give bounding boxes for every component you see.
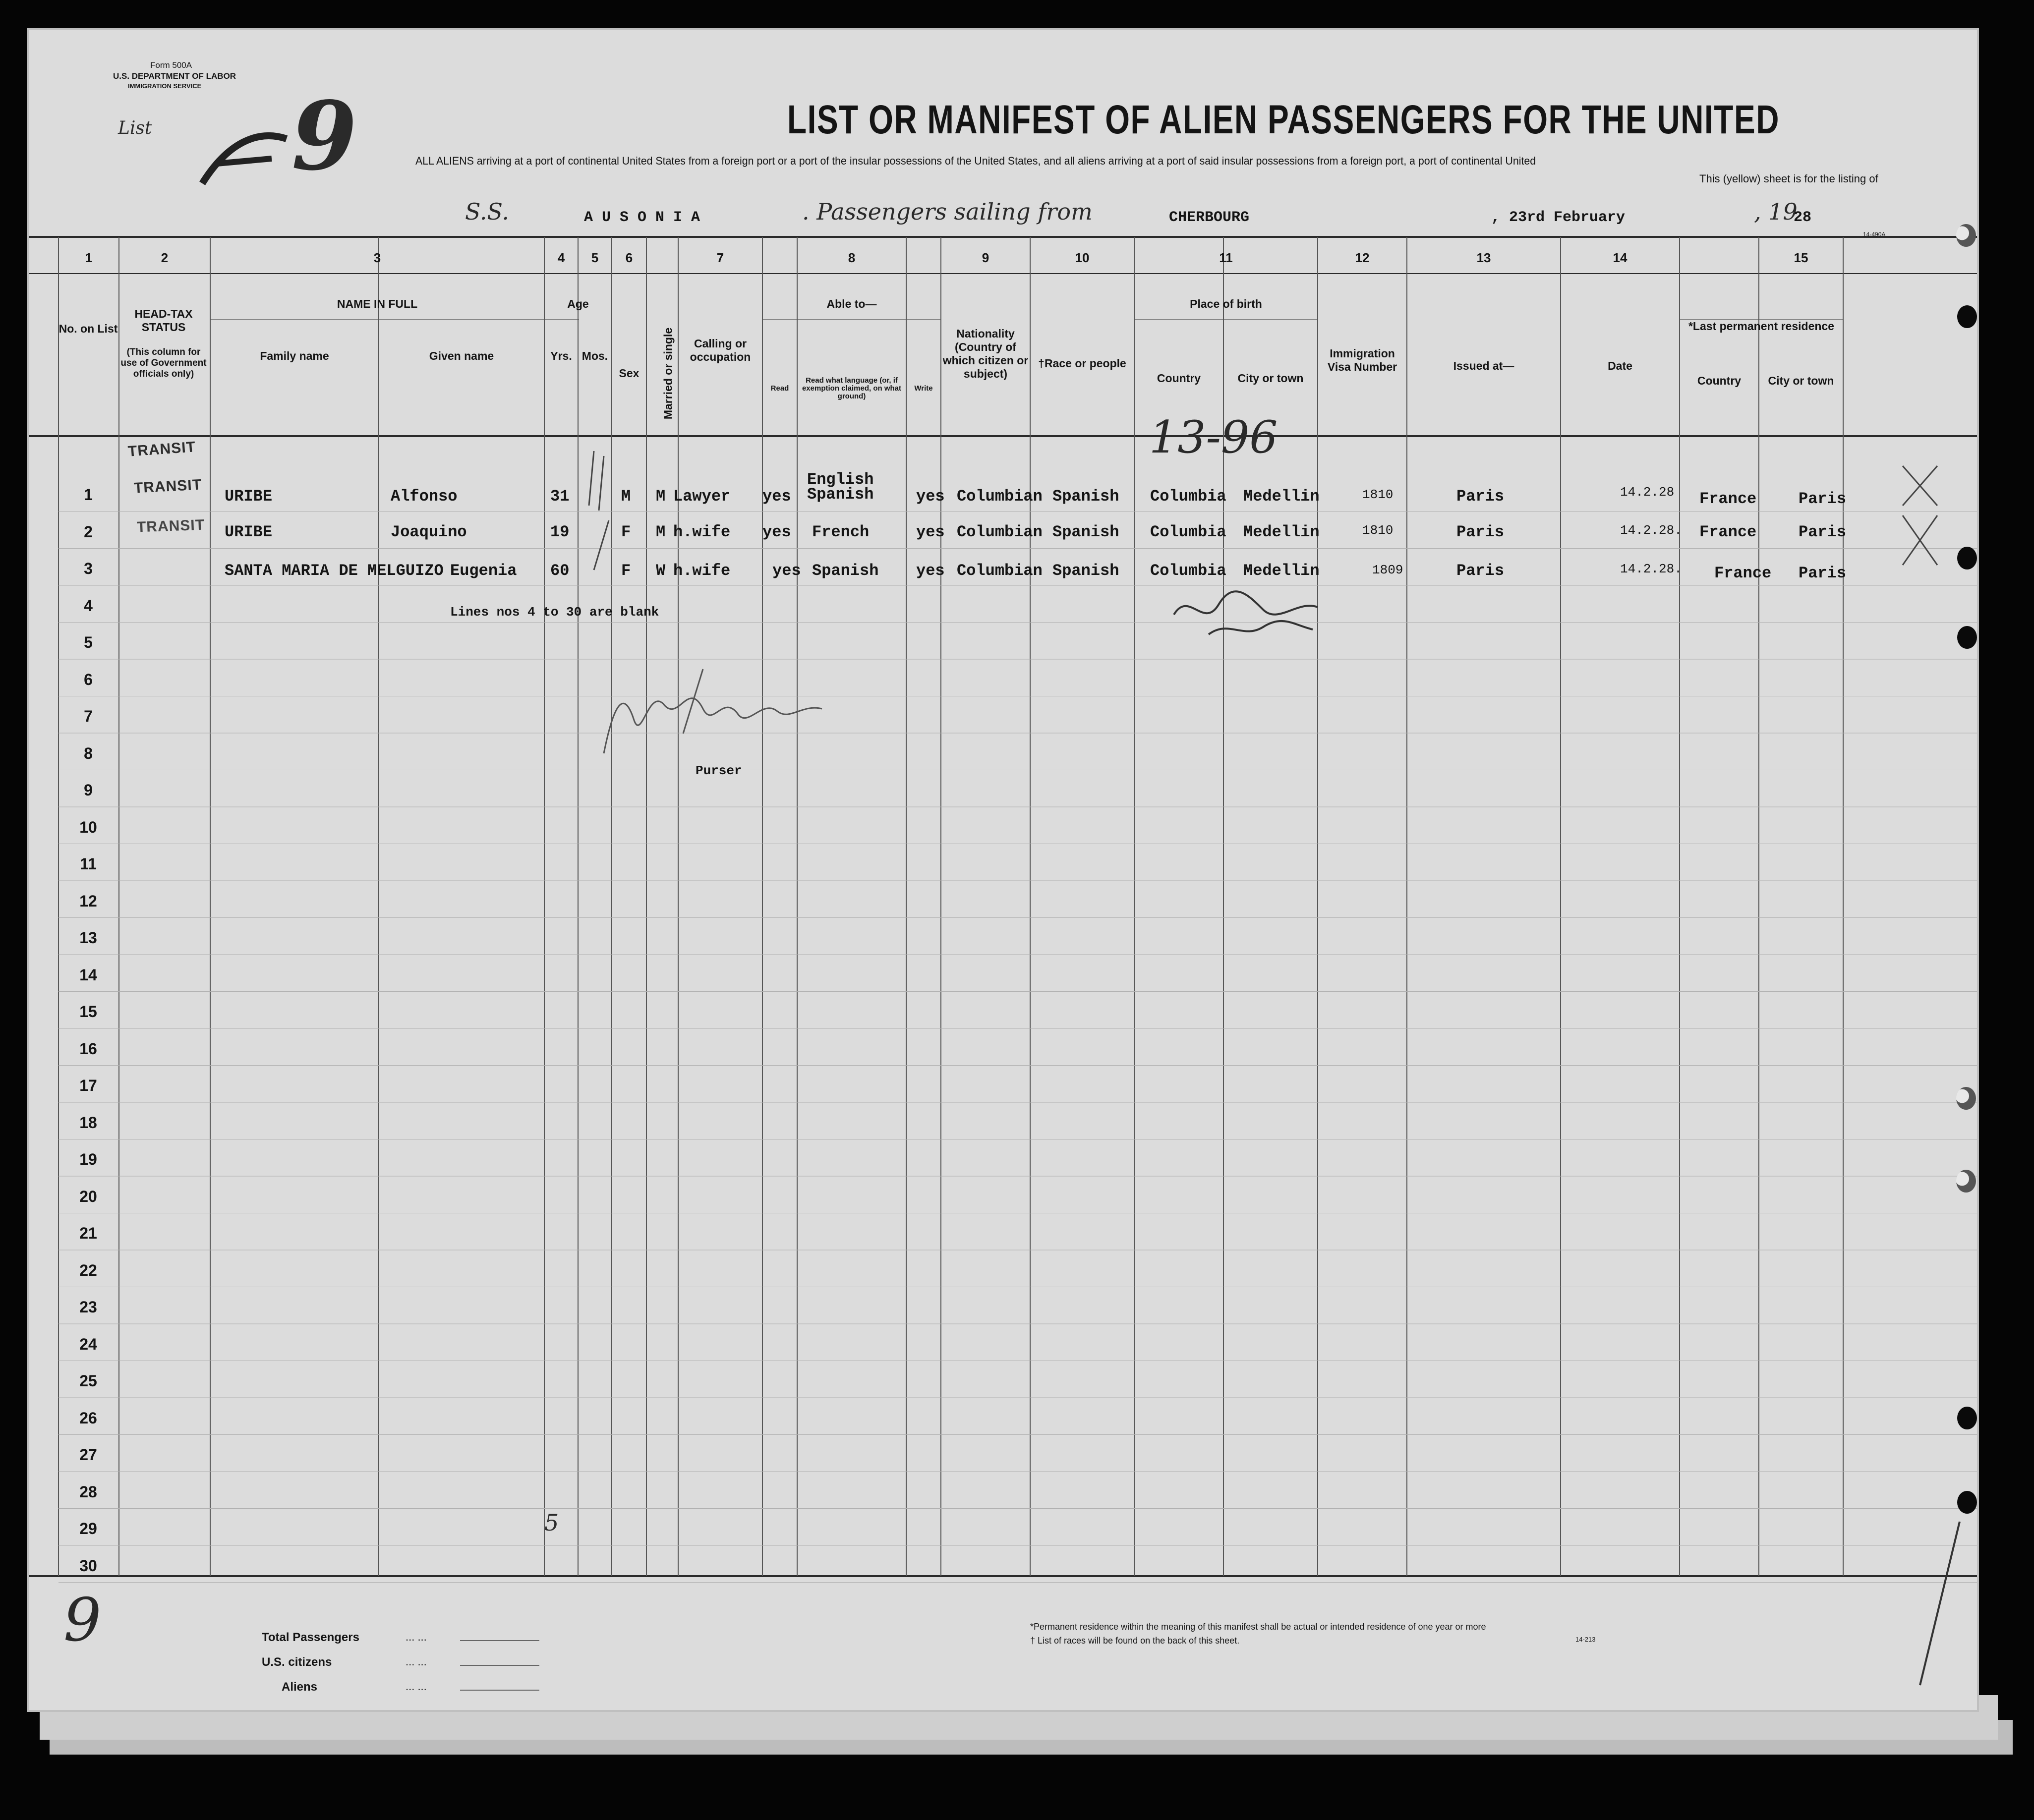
total-passengers-dots: ... ...	[406, 1631, 427, 1643]
head-tax-stamp: TRANSIT	[133, 476, 202, 497]
department-label: U.S. DEPARTMENT OF LABOR	[113, 71, 236, 81]
stray-mark: 5	[544, 1509, 559, 1536]
form-number: Form 500A	[150, 60, 192, 70]
header-birth-city: City or town	[1237, 372, 1304, 385]
birth-country-cell: Columbia	[1150, 523, 1226, 541]
read-cell: yes	[762, 487, 791, 506]
header-nationality: Nationality (Country of which citizen or subject)	[942, 327, 1029, 380]
res-country-cell: France	[1699, 490, 1757, 508]
us-citizens-dots: ... ...	[406, 1655, 427, 1668]
binder-hole	[1956, 224, 1976, 247]
issue-date-cell: 14.2.28	[1620, 485, 1675, 500]
departure-port: CHERBOURG	[1169, 209, 1250, 226]
binder-hole	[1957, 305, 1977, 328]
us-citizens-label: U.S. citizens	[262, 1655, 332, 1669]
row-number: 21	[79, 1224, 97, 1242]
binder-hole	[1956, 1170, 1976, 1193]
header-race: †Race or people	[1038, 357, 1126, 370]
issued-at-cell: Paris	[1456, 523, 1505, 541]
header-res-city: City or town	[1768, 374, 1834, 387]
visa-cell: 1809	[1372, 563, 1403, 577]
subtitle-line-1: ALL ALIENS arriving at a port of continental United States from a foreign port or a port of the insular possessions of the United States, and all aliens arriving at a port of said insular possessions from a foreign port, a port of continental United	[415, 155, 1536, 167]
header-write: Write	[914, 384, 933, 393]
occupation-cell: h.wife	[673, 523, 731, 541]
column-number: 5	[591, 250, 599, 265]
row-number: 25	[79, 1372, 97, 1390]
sailing-label: . Passengers sailing from	[802, 198, 1093, 225]
header-birth-country: Country	[1157, 372, 1201, 385]
column-number: 1	[85, 250, 93, 265]
year-prefix: , 19	[1754, 198, 1798, 225]
row-number: 3	[84, 560, 93, 577]
row-number: 20	[79, 1187, 97, 1205]
footer-fill-lines	[460, 1636, 544, 1695]
column-number: 10	[1075, 250, 1090, 265]
row-number: 13	[79, 929, 97, 947]
issued-at-cell: Paris	[1456, 562, 1505, 580]
column-number: 6	[625, 250, 633, 265]
head-tax-stamp: TRANSIT	[136, 516, 205, 536]
row-number: 23	[79, 1298, 97, 1316]
issue-date-cell: 14.2.28.	[1620, 562, 1682, 576]
row-number: 16	[79, 1039, 97, 1058]
row-number: 10	[79, 818, 97, 836]
sex-cell: M	[621, 487, 631, 506]
header-head-tax: HEAD-TAX STATUS	[134, 307, 193, 334]
header-read: Read	[770, 384, 789, 393]
list-number: 9	[291, 81, 357, 191]
blank-lines-note: Lines nos 4 to 30 are blank	[450, 605, 659, 620]
race-cell: Spanish	[1052, 487, 1119, 506]
sex-cell: F	[621, 523, 631, 541]
header-age: Age	[567, 297, 589, 310]
visa-cell: 1810	[1362, 523, 1394, 538]
family-name-cell: URIBE	[225, 523, 273, 541]
res-country-cell: France	[1699, 523, 1757, 541]
birth-city-cell: Medellin	[1243, 523, 1320, 541]
read-cell: yes	[762, 523, 791, 541]
header-given-name: Given name	[429, 349, 494, 362]
row-number: 4	[84, 596, 93, 615]
res-city-cell: Paris	[1799, 490, 1847, 508]
birth-country-cell: Columbia	[1150, 562, 1226, 580]
nationality-cell: Columbian	[957, 523, 1043, 541]
binder-hole	[1957, 626, 1977, 649]
row-number: 26	[79, 1409, 97, 1427]
aliens-dots: ... ...	[406, 1680, 427, 1693]
race-cell: Spanish	[1052, 523, 1119, 541]
column-number: 3	[373, 250, 381, 265]
res-city-cell: Paris	[1799, 523, 1847, 541]
row-number: 17	[79, 1077, 97, 1094]
row-number: 30	[79, 1556, 97, 1575]
cross-marks	[1893, 456, 1952, 585]
row-number: 2	[84, 522, 93, 541]
birth-country-cell: Columbia	[1150, 487, 1226, 506]
header-mos: Mos.	[581, 349, 608, 362]
occupation-cell: h.wife	[673, 562, 731, 580]
header-able-to: Able to—	[826, 297, 877, 310]
column-number: 15	[1794, 250, 1808, 265]
row-number: 7	[84, 707, 93, 725]
column-number: 11	[1219, 250, 1233, 265]
footnote-residence: *Permanent residence within the meaning of this manifest shall be actual or intended residence of one year or more	[1030, 1622, 1486, 1632]
marital-cell: M	[656, 487, 666, 506]
language-cell: Spanish	[812, 562, 879, 580]
row-number: 12	[79, 892, 97, 910]
age-cell: 19	[550, 523, 570, 541]
write-cell: yes	[916, 487, 945, 506]
given-name-cell: Joaquino	[391, 523, 467, 541]
read-cell: yes	[772, 562, 801, 580]
given-name-cell: Eugenia	[450, 562, 517, 580]
manifest-title: LIST OR MANIFEST OF ALIEN PASSENGERS FOR THE UNITED	[787, 97, 1780, 142]
corner-number: 9	[63, 1586, 102, 1655]
header-sex: Sex	[619, 367, 639, 380]
header-name-in-full: NAME IN FULL	[337, 297, 418, 310]
row-number: 22	[79, 1261, 97, 1279]
binder-hole	[1957, 1407, 1977, 1429]
handwritten-signature-mark	[1169, 580, 1342, 644]
marital-cell: W	[656, 562, 666, 580]
column-number: 7	[716, 250, 724, 265]
column-number: 9	[982, 250, 989, 265]
margin-stroke	[1913, 1517, 1967, 1695]
column-number: 2	[161, 250, 169, 265]
family-name-cell: URIBE	[225, 487, 273, 506]
sex-cell: F	[621, 562, 631, 580]
row-number: 27	[79, 1446, 97, 1464]
row-number: 15	[79, 1003, 97, 1021]
year-suffix: 28	[1794, 209, 1812, 226]
row-number: 14	[79, 966, 97, 984]
age-cell: 60	[550, 562, 570, 580]
visa-cell: 1810	[1362, 487, 1394, 502]
struck-number-mark	[197, 124, 296, 203]
write-cell: yes	[916, 523, 945, 541]
issue-date-cell: 14.2.28.	[1620, 523, 1682, 538]
ship-name: A U S O N I A	[584, 209, 700, 226]
aliens-label: Aliens	[282, 1680, 318, 1694]
purser-signature	[594, 659, 832, 773]
occupation-cell: Lawyer	[673, 487, 731, 506]
row-number: 11	[80, 855, 97, 873]
header-family-name: Family name	[260, 349, 329, 362]
ss-label: S.S.	[465, 198, 509, 225]
write-cell: yes	[916, 562, 945, 580]
handwritten-code: 13-96	[1149, 411, 1278, 463]
binder-hole	[1956, 1087, 1976, 1110]
manifest-sheet	[29, 30, 1977, 1710]
birth-city-cell: Medellin	[1243, 487, 1320, 506]
age-cell: 31	[550, 487, 570, 506]
header-issue-date: Date	[1608, 359, 1632, 372]
column-number: 8	[848, 250, 856, 265]
row-number: 8	[84, 744, 93, 762]
header-married: Married or single	[661, 327, 675, 420]
row-number: 1	[84, 486, 93, 504]
res-city-cell: Paris	[1799, 564, 1847, 582]
header-no-on-list: No. on List	[58, 322, 118, 335]
issued-at-cell: Paris	[1456, 487, 1505, 506]
row-number: 9	[84, 781, 93, 799]
form-code: 14-490A	[1863, 231, 1886, 238]
header-calling: Calling or occupation	[690, 337, 751, 363]
head-tax-stamp: TRANSIT	[127, 439, 196, 460]
header-head-tax-note: (This column for use of Government officials only)	[120, 347, 207, 379]
header-yrs: Yrs.	[550, 349, 572, 362]
header-issued-at: Issued at—	[1453, 359, 1514, 372]
header-read-what: Read what language (or, if exemption claimed, on what ground)	[802, 376, 902, 400]
header-res-country: Country	[1697, 374, 1742, 387]
column-number: 14	[1613, 250, 1627, 265]
total-passengers-label: Total Passengers	[262, 1631, 359, 1644]
row-number: 19	[79, 1150, 97, 1168]
departure-date: , 23rd February	[1491, 209, 1626, 226]
language-cell: English Spanish	[807, 470, 874, 504]
res-country-cell: France	[1714, 564, 1772, 582]
header-last-residence: *Last permanent residence	[1688, 320, 1834, 333]
header-visa: Immigration Visa Number	[1327, 347, 1397, 373]
subtitle-line-2: This (yellow) sheet is for the listing of	[1699, 172, 1878, 185]
column-number: 12	[1355, 250, 1370, 265]
nationality-cell: Columbian	[957, 487, 1043, 506]
marital-cell: M	[656, 523, 666, 541]
row-number: 5	[84, 633, 93, 651]
row-number: 29	[79, 1520, 97, 1537]
service-label: IMMIGRATION SERVICE	[128, 82, 202, 90]
list-label: List	[118, 118, 152, 138]
race-cell: Spanish	[1052, 562, 1119, 580]
check-marks	[564, 446, 639, 575]
footnote-races: † List of races will be found on the back of this sheet.	[1030, 1636, 1240, 1646]
purser-label: Purser	[696, 763, 742, 778]
footer-code: 14-213	[1575, 1636, 1596, 1643]
row-number: 6	[84, 670, 93, 688]
binder-hole	[1957, 547, 1977, 569]
column-number: 4	[557, 250, 565, 265]
table-grid	[29, 30, 1977, 1710]
row-number: 18	[79, 1113, 97, 1132]
language-cell: French	[812, 523, 870, 541]
given-name-cell: Alfonso	[391, 487, 458, 506]
column-number: 13	[1476, 250, 1491, 265]
binder-hole	[1957, 1491, 1977, 1514]
birth-city-cell: Medellin	[1243, 562, 1320, 580]
nationality-cell: Columbian	[957, 562, 1043, 580]
header-place-of-birth: Place of birth	[1190, 297, 1262, 310]
row-number: 24	[79, 1335, 97, 1353]
row-number: 28	[79, 1482, 97, 1501]
family-name-cell: SANTA MARIA DE MELGUIZO	[225, 562, 444, 580]
